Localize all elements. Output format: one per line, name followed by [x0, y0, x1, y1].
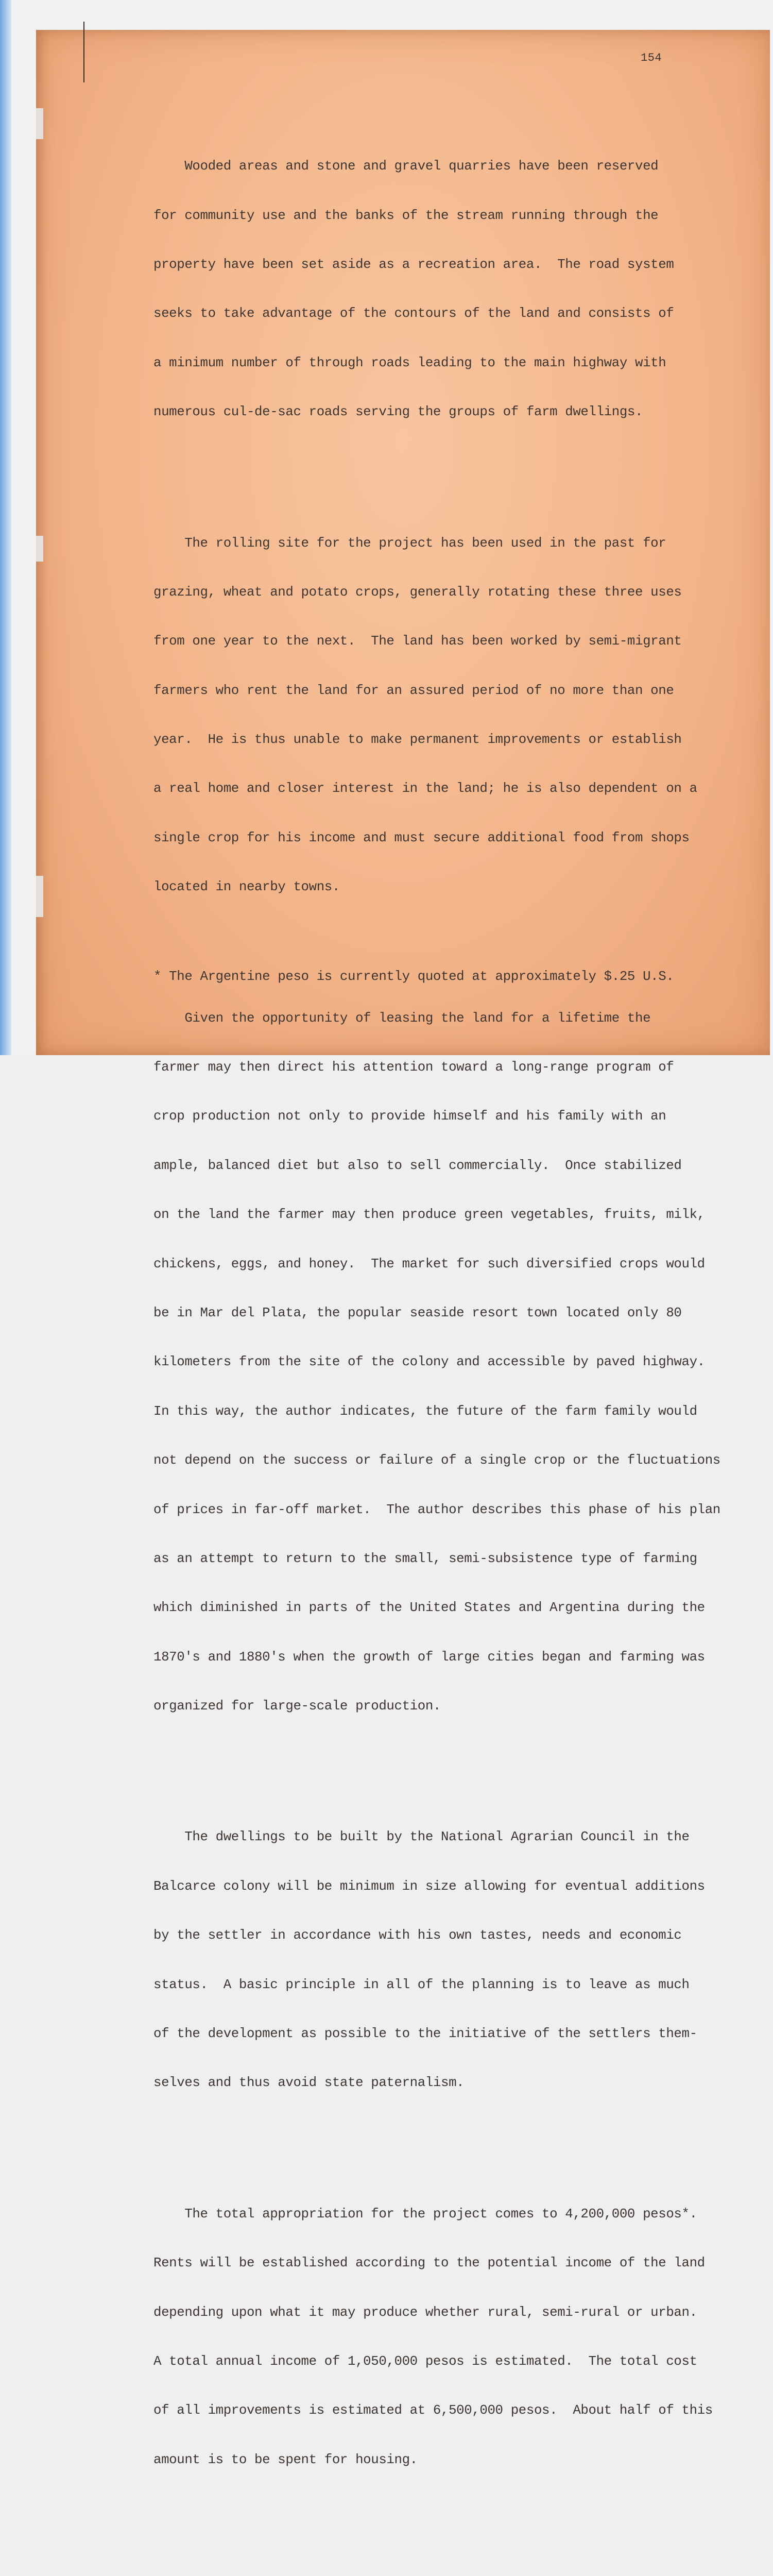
text-line: A total annual income of 1,050,000 pesos is estimated. The total cost — [153, 2353, 697, 2369]
text-line: a minimum number of through roads leading to the main highway with — [153, 355, 666, 370]
page-tear — [36, 876, 43, 917]
text-line: single crop for his income and must secure additional food from shops — [153, 830, 690, 845]
text-line: farmer may then direct his attention toward a long-range program of — [153, 1060, 674, 1075]
text-line: seeks to take advantage of the contours of the land and consists of — [153, 306, 674, 321]
paragraph — [153, 2550, 741, 2576]
binding-mark — [83, 22, 84, 82]
text-line: property have been set aside as a recreation area. The road system — [153, 257, 674, 272]
text-line: In this way, the author indicates, the future of the farm family would — [153, 1403, 697, 1419]
text-line: be in Mar del Plata, the popular seaside resort town located only 80 — [153, 1305, 682, 1320]
text-line: of prices in far-off market. The author describes this phase of his plan — [153, 1502, 720, 1517]
text-line: grazing, wheat and potato crops, generally rotating these three uses — [153, 584, 682, 600]
text-line: of the development as possible to the initiative of the settlers them- — [153, 2026, 697, 2042]
text-line: farmers who rent the land for an assured period of no more than one — [153, 683, 674, 698]
text-line: depending upon what it may produce whether rural, semi-rural or urban. — [153, 2304, 697, 2320]
text-line: as an attempt to return to the small, semi-subsistence type of farming — [153, 1551, 697, 1566]
text-line: kilometers from the site of the colony and accessible by paved highway. — [153, 1354, 705, 1370]
text-line: status. A basic principle in all of the planning is to leave as much — [153, 1977, 690, 1992]
page-tear — [36, 536, 43, 562]
text-line: The total appropriation for the project comes to 4,200,000 pesos*. — [153, 2206, 697, 2222]
text-line: of all improvements is estimated at 6,500,000 pesos. About half of this — [153, 2403, 713, 2418]
body-text — [153, 93, 741, 2576]
paragraph — [153, 1797, 741, 2124]
text-line: The rolling site for the project has been used in the past for — [153, 535, 666, 551]
text-line: ample, balanced diet but also to sell commercially. Once stabilized — [153, 1158, 682, 1173]
text-line: not depend on the success or failure of a single crop or the fluctuations — [153, 1453, 720, 1468]
text-line: which diminished in parts of the United States and Argentina during the — [153, 1600, 705, 1616]
text-line: The dwellings to be built by the National Agrarian Council in the — [153, 1829, 690, 1845]
paragraph — [153, 126, 741, 453]
page-number: 154 — [641, 52, 662, 64]
scanner-edge — [0, 0, 11, 1055]
text-line: chickens, eggs, and honey. The market for such diversified crops would — [153, 1256, 705, 1272]
text-line: from one year to the next. The land has been worked by semi-migrant — [153, 634, 682, 649]
text-line: Given the opportunity of leasing the land for a lifetime the — [153, 1010, 651, 1026]
text-line: selves and thus avoid state paternalism. — [153, 2075, 465, 2091]
text-line: on the land the farmer may then produce green vegetables, fruits, milk, — [153, 1207, 705, 1223]
text-line: Rents will be established according to the potential income of the land — [153, 2256, 705, 2271]
text-line: a real home and closer interest in the land; he is also dependent on a — [153, 781, 697, 796]
paragraph — [153, 2173, 741, 2501]
text-line: 1870's and 1880's when the growth of large cities began and farming was — [153, 1649, 705, 1665]
text-line: amount is to be spent for housing. — [153, 2452, 418, 2467]
footnote: * The Argentine peso is currently quoted at approximately $.25 U.S. — [153, 969, 674, 984]
text-line: Balcarce colony will be minimum in size allowing for eventual additions — [153, 1878, 705, 1894]
text-line: crop production not only to provide himself and his family with an — [153, 1109, 666, 1124]
paragraph — [153, 977, 741, 1747]
page-tear — [36, 108, 43, 139]
text-line: by the settler in accordance with his own tastes, needs and economic — [153, 1928, 682, 1943]
text-line: Wooded areas and stone and gravel quarries have been reserved — [153, 159, 659, 174]
text-line: for community use and the banks of the stream running through the — [153, 208, 659, 223]
text-line: numerous cul-de-sac roads serving the groups of farm dwellings. — [153, 404, 643, 420]
text-line: located in nearby towns. — [153, 879, 340, 895]
text-line: organized for large-scale production. — [153, 1699, 441, 1714]
paragraph — [153, 502, 741, 928]
text-line: year. He is thus unable to make permanent improvements or establish — [153, 732, 682, 748]
